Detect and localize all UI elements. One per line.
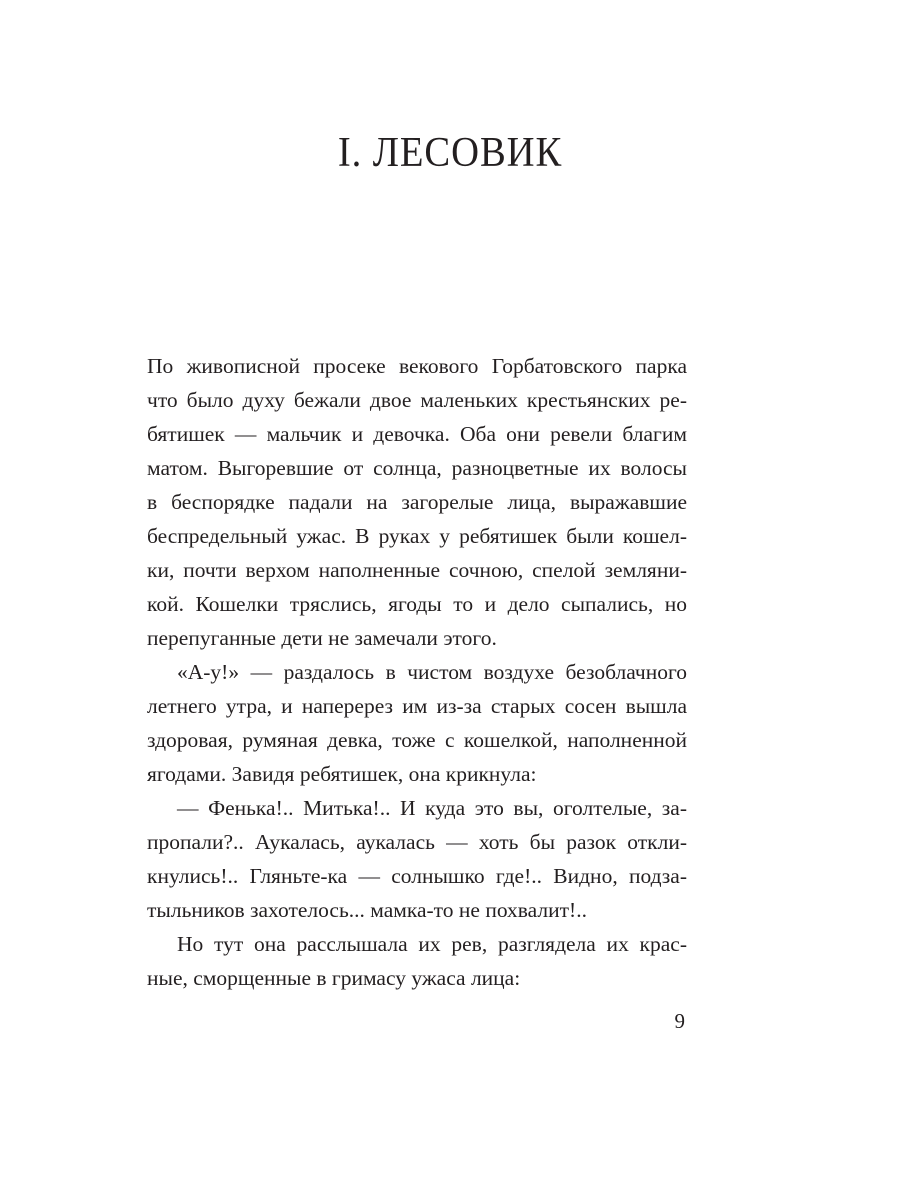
text-line: перепуганные дети не замечали этого. [147,626,497,650]
text-line: пропали?.. Аукалась, аукалась — хоть бы разок откли- [147,830,687,854]
text-line: тыльников захотелось... мамка-то не похвалит!.. [147,898,587,922]
text-line: ягодами. Завидя ребятишек, она крикнула: [147,762,537,786]
text-line: бятишек — мальчик и девочка. Оба они ревели благим [147,422,687,446]
text-line: кой. Кошелки тряслись, ягоды то и дело сыпались, но [147,592,687,616]
text-line: в беспорядке падали на загорелые лица, выражавшие [147,490,687,514]
text-line: кнулись!.. Гляньте-ка — солнышко где!.. Видно, подза- [147,864,687,888]
text-line: матом. Выгоревшие от солнца, разноцветные их волосы [147,456,687,480]
text-line: летнего утра, и наперерез им из-за старых сосен вышла [147,694,687,718]
page-number: 9 [674,1009,685,1033]
text-line: ные, сморщенные в гримасу ужаса лица: [147,966,521,990]
text-line: ки, почти верхом наполненные сочною, спелой земляни- [147,558,687,582]
chapter-title: I. ЛЕСОВИК [337,130,563,176]
text-line: — Фенька!.. Митька!.. И куда это вы, оголтелые, за- [177,796,687,820]
text-line: Но тут она расслышала их рев, разглядела их крас- [177,932,687,956]
text-line: здоровая, румяная девка, тоже с кошелкой, наполненной [147,728,687,752]
text-line: беспредельный ужас. В руках у ребятишек были кошел- [147,524,687,548]
text-line: «А-у!» — раздалось в чистом воздухе безоблачного [177,660,687,684]
text-line: что было духу бежали двое маленьких крестьянских ре- [147,388,687,412]
body-text [147,349,687,995]
text-line: По живописной просеке векового Горбатовского парка [147,354,687,378]
